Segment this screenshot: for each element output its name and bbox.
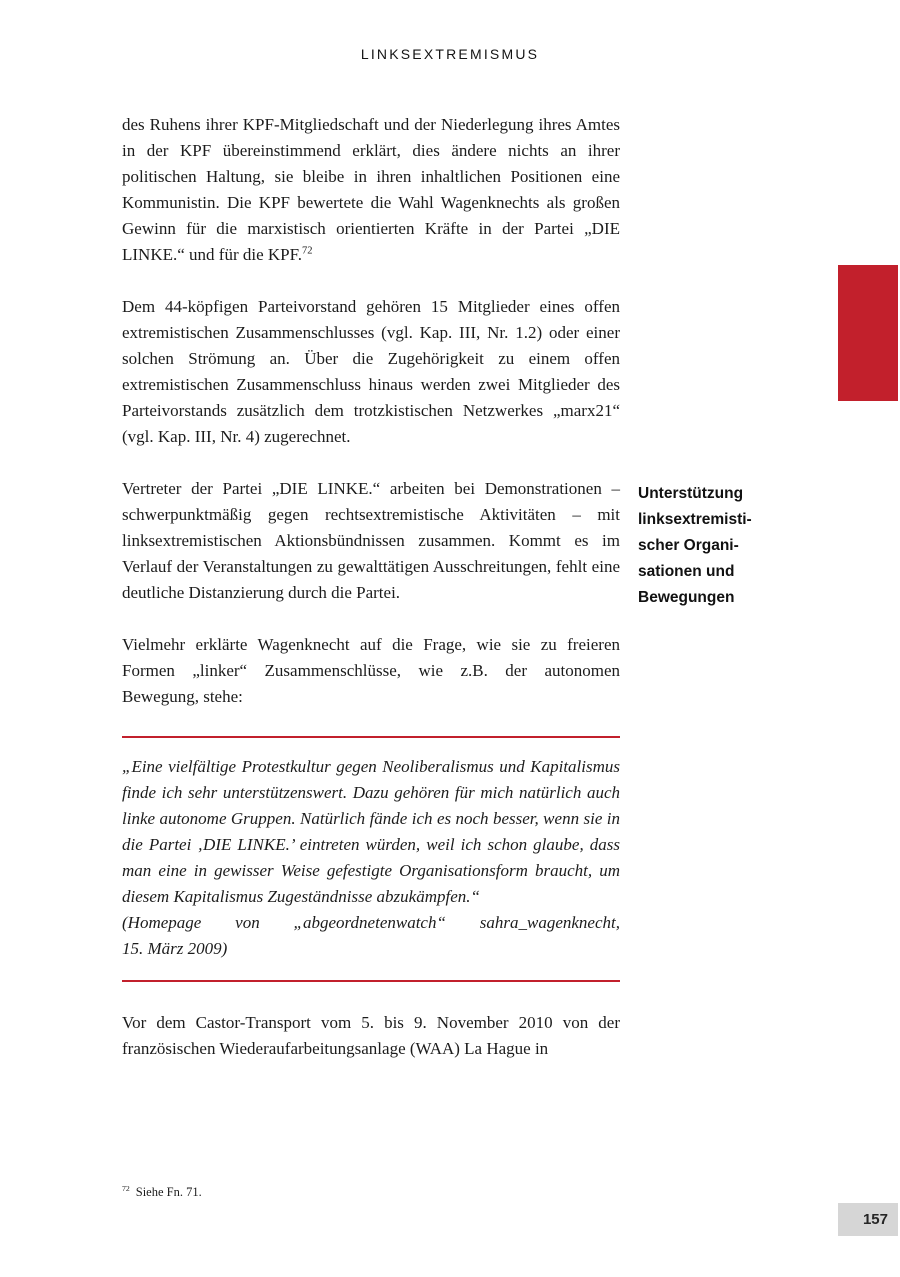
paragraph-1	[122, 112, 620, 268]
chapter-tab-marker	[838, 265, 898, 401]
page-number-badge: 157	[838, 1203, 898, 1236]
quote-block	[122, 736, 620, 982]
quote-source: (Homepage von „abgeordnetenwatch“ sahra_wagenknecht,	[122, 913, 620, 932]
footnote	[122, 1184, 620, 1200]
quote-text: „Eine vielfältige Protestkultur gegen Neoliberalismus und Kapitalismus finde ich sehr unterstützenswert. Dazu gehören für mich natürlich auch linke autonome Gruppen. Natürlich fände ich es noch besser, wenn sie in die Partei ‚DIE LINKE.’ eintreten würden, weil ich schon glaube, dass man eine in gewisser Weise gefestigte Organisationsform braucht, um diesem Kapitalismus Zugeständnisse abzukämpfen.“	[122, 757, 620, 906]
paragraph-1-text: des Ruhens ihrer KPF-Mitgliedschaft und der Niederlegung ihres Amtes in der KPF übereinstimmend erklärt, dies ändere nichts an ihrer politischen Haltung, sie bleibe in ihren inhaltlichen Positionen eine Kommunistin. Die KPF bewertete die Wahl Wagenknechts als großen Gewinn für die marxistisch orientierten Kräfte in der Partei „DIE LINKE.“ und für die KPF.	[122, 115, 620, 264]
paragraph-2: Dem 44-köpfigen Parteivorstand gehören 15 Mitglieder eines offen extremistischen Zusammenschlusses (vgl. Kap. III, Nr. 1.2) oder einer solchen Strömung an. Über die Zugehörigkeit zu einem offen extremistischen Zusammenschluss hinaus werden zwei Mitglieder des Parteivorstands zusätzlich dem trotzkistischen Netzwerkes „marx21“ (vgl. Kap. III, Nr. 4) zugerechnet.	[122, 297, 620, 446]
quote-body	[122, 738, 620, 980]
margin-note	[638, 481, 813, 611]
margin-note-line: Unterstützung	[638, 485, 744, 502]
margin-note-line: sationen und	[638, 563, 735, 580]
body-column	[122, 112, 620, 1088]
paragraph-5: Vor dem Castor-Transport vom 5. bis 9. November 2010 von der französischen Wiederaufarbeitungsanlage (WAA) La Hague in	[122, 1013, 620, 1058]
page-header-title: LINKSEXTREMISMUS	[360, 46, 540, 62]
quote-rule-bottom	[122, 980, 620, 982]
margin-note-line: Bewegungen	[638, 589, 735, 606]
footnote-number: 72	[122, 1183, 130, 1193]
paragraph-4: Vielmehr erklärte Wagenknecht auf die Frage, wie sie zu freieren Formen „linker“ Zusammenschlüsse, wie z.B. der autonomen Bewegung, stehe:	[122, 635, 620, 706]
margin-note-line: linksextremisti-	[638, 511, 752, 528]
paragraph-3: Vertreter der Partei „DIE LINKE.“ arbeiten bei Demonstrationen – schwerpunktmäßig gegen rechtsextremistische Aktivitäten – mit linksextremistischen Aktionsbündnissen zusammen. Kommt es im Verlauf der Veranstaltungen zu gewalttätigen Ausschreitungen, fehlt eine deutliche Distanzierung durch die Partei.	[122, 479, 620, 602]
quote-source-date: 15. März 2009)	[122, 939, 228, 958]
margin-note-line: scher Organi-	[638, 537, 739, 554]
footnote-reference-superscript: 72	[301, 245, 313, 257]
footnote-text: Siehe Fn. 71.	[135, 1185, 202, 1199]
